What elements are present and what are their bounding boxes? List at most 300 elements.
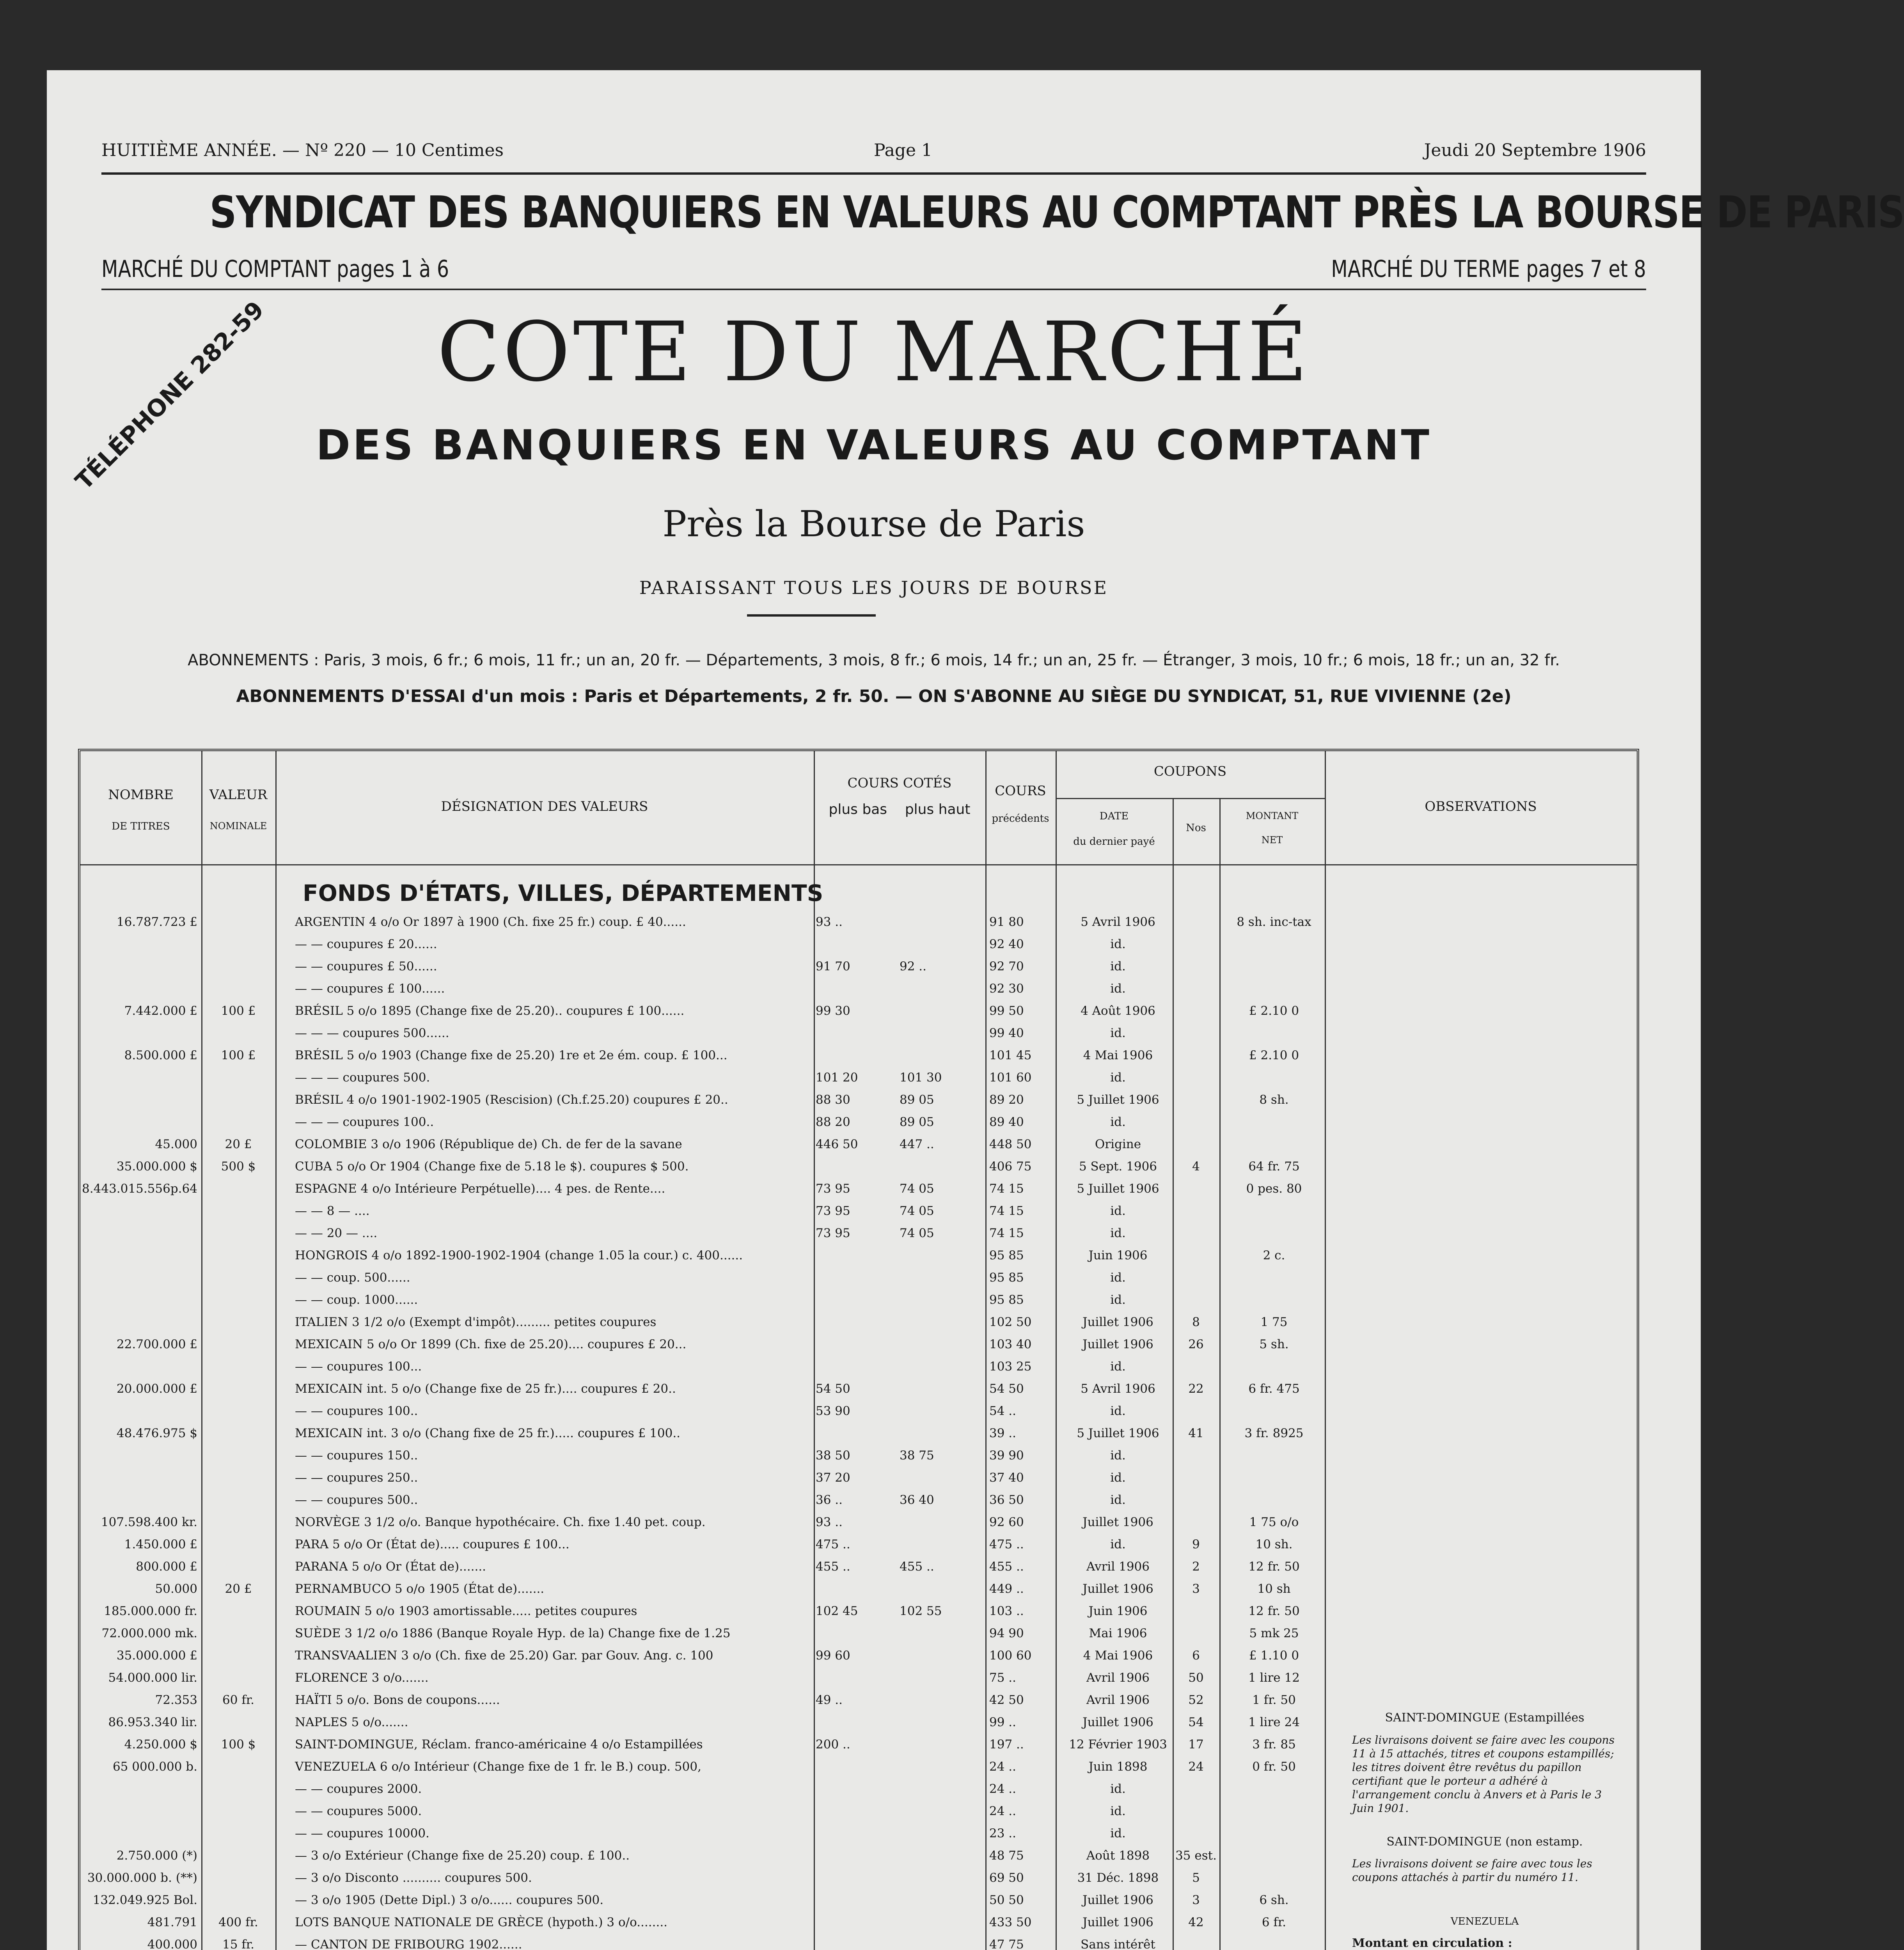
cell-no: 41	[1188, 1426, 1204, 1440]
cell-mont: 10 sh	[1257, 1582, 1291, 1596]
table-row	[80, 1271, 1637, 1286]
cell-titres: 50.000	[155, 1582, 197, 1596]
cell-no: 4	[1192, 1159, 1200, 1174]
cell-mont: 1 75	[1260, 1315, 1288, 1329]
table-row	[80, 1360, 1637, 1375]
cell-prec: 47 75	[989, 1938, 1024, 1950]
cell-date: Juin 1906	[1088, 1248, 1148, 1262]
cell-des: — 3 o/o Extérieur (Change fixe de 25.20) coup. £ 100..	[295, 1849, 630, 1863]
cell-date: Juillet 1906	[1082, 1337, 1153, 1351]
cell-prec: 406 75	[989, 1159, 1032, 1174]
cell-date: 5 Sept. 1906	[1079, 1159, 1157, 1174]
header-coupons: COUPONS	[1153, 764, 1227, 779]
syndicat-title: SYNDICAT DES BANQUIERS EN VALEURS AU COMPTANT PRÈS LA BOURSE DE PARIS	[209, 187, 1904, 238]
cell-mont: 6 sh.	[1259, 1893, 1289, 1907]
header-rule	[80, 864, 1637, 865]
cell-date: 12 Février 1903	[1069, 1737, 1167, 1751]
table-row	[80, 937, 1637, 953]
header-cours-label: COURS	[995, 783, 1046, 799]
cell-bas: 54 50	[816, 1382, 850, 1396]
cell-date: id.	[1110, 1360, 1126, 1374]
cell-titres: 7.442.000 £	[124, 1004, 197, 1018]
marche-comptant: MARCHÉ DU COMPTANT pages 1 à 6	[101, 255, 449, 283]
cell-titres: 481.791	[147, 1915, 197, 1929]
header-nominale: NOMINALE	[209, 820, 267, 831]
cell-des: ROUMAIN 5 o/o 1903 amortissable..... petites coupures	[295, 1604, 637, 1618]
table-row	[80, 1604, 1637, 1620]
table-row	[80, 1471, 1637, 1486]
header-designation: DÉSIGNATION DES VALEURS	[441, 799, 648, 814]
cell-mont: 1 75 o/o	[1249, 1515, 1299, 1529]
header-plus-haut: plus haut	[905, 801, 971, 817]
cell-prec: 74 15	[989, 1204, 1024, 1218]
cell-no: 9	[1192, 1537, 1200, 1551]
cell-val: 60 fr.	[222, 1693, 255, 1707]
table-row	[80, 1026, 1637, 1042]
cell-mont: 8 sh.	[1259, 1093, 1289, 1107]
cell-des: — — coup. 1000......	[295, 1293, 418, 1307]
cell-titres: 72.353	[155, 1693, 197, 1707]
cell-haut: 102 55	[900, 1604, 942, 1618]
table-row	[80, 1204, 1637, 1220]
cell-prec: 48 75	[989, 1849, 1024, 1863]
header-dernier-paye: du dernier payé	[1073, 836, 1155, 848]
cell-date: Juin 1906	[1088, 1604, 1148, 1618]
cell-date: id.	[1110, 1826, 1126, 1840]
issue-date: Jeudi 20 Septembre 1906	[1424, 140, 1646, 160]
cell-des: — — 8 — ....	[295, 1204, 370, 1218]
cell-val: 100 $	[221, 1737, 256, 1751]
top-rule	[101, 172, 1646, 175]
cell-prec: 23 ..	[989, 1826, 1017, 1840]
coupons-rule	[1056, 798, 1325, 799]
cell-prec: 89 20	[989, 1093, 1024, 1107]
cell-des: — — — coupures 100..	[295, 1115, 434, 1129]
cell-prec: 100 60	[989, 1649, 1032, 1663]
cell-titres: 4.250.000 $	[124, 1737, 197, 1751]
cell-titres: 30.000.000 b. (**)	[87, 1871, 197, 1885]
table-row	[80, 1048, 1637, 1064]
cell-titres: 800.000 £	[136, 1560, 197, 1574]
cell-no: 52	[1188, 1693, 1204, 1707]
cell-date: id.	[1110, 1782, 1126, 1796]
cell-des: MEXICAIN 5 o/o Or 1899 (Ch. fixe de 25.20).... coupures £ 20...	[295, 1337, 687, 1351]
header-valeur-label: VALEUR	[209, 787, 268, 803]
table-row	[80, 1248, 1637, 1264]
cell-prec: 92 70	[989, 959, 1024, 973]
cell-date: 31 Déc. 1898	[1077, 1871, 1159, 1885]
cell-titres: 16.787.723 £	[116, 915, 197, 929]
cell-no: 24	[1188, 1760, 1204, 1774]
cell-mont: 0 pes. 80	[1246, 1182, 1302, 1196]
cell-haut: 74 05	[900, 1182, 934, 1196]
cell-bas: 73 95	[816, 1204, 850, 1218]
table-row	[80, 1071, 1637, 1086]
cell-prec: 24 ..	[989, 1760, 1017, 1774]
cell-prec: 24 ..	[989, 1804, 1017, 1818]
marche-terme: MARCHÉ DU TERME pages 7 et 8	[1331, 255, 1646, 283]
table-row	[80, 1226, 1637, 1242]
cell-prec: 94 90	[989, 1626, 1024, 1640]
cell-des: ITALIEN 3 1/2 o/o (Exempt d'impôt)......... petites coupures	[295, 1315, 657, 1329]
cell-des: CUBA 5 o/o Or 1904 (Change fixe de 5.18 le $). coupures $ 500.	[295, 1159, 689, 1174]
cell-titres: 65 000.000 b.	[112, 1760, 197, 1774]
cell-titres: 185.000.000 fr.	[104, 1604, 197, 1618]
header-net: NET	[1261, 835, 1283, 846]
obs-sd-title: SAINT-DOMINGUE (Estampillées	[1385, 1711, 1585, 1725]
cell-des: — — — coupures 500.	[295, 1071, 430, 1085]
cell-bas: 455 ..	[816, 1560, 850, 1574]
header-precedents: précédents	[992, 812, 1049, 824]
cell-date: Avril 1906	[1086, 1560, 1150, 1574]
table-row	[80, 982, 1637, 997]
cell-val: 20 £	[225, 1137, 252, 1151]
cell-titres: 22.700.000 £	[116, 1337, 197, 1351]
table-row	[80, 1493, 1637, 1509]
cell-des: — — coupures 500..	[295, 1493, 418, 1507]
cell-prec: 99 40	[989, 1026, 1024, 1040]
cell-date: id.	[1110, 1293, 1126, 1307]
header-montant	[1219, 810, 1325, 847]
cell-titres: 72.000.000 mk.	[101, 1626, 197, 1640]
header-plus-bas: plus bas	[829, 801, 887, 817]
cell-mont: 6 fr. 475	[1248, 1382, 1300, 1396]
quotation-table	[78, 749, 1639, 1950]
page-subtitle: DES BANQUIERS EN VALEURS AU COMPTANT	[316, 421, 1432, 469]
table-row	[80, 1159, 1637, 1175]
cell-haut: 36 40	[900, 1493, 934, 1507]
cell-prec: 42 50	[989, 1693, 1024, 1707]
table-row	[80, 1448, 1637, 1464]
cell-prec: 54 ..	[989, 1404, 1017, 1418]
cell-haut: 455 ..	[900, 1560, 934, 1574]
cell-des: SUÈDE 3 1/2 o/o 1886 (Banque Royale Hyp. de la) Change fixe de 1.25	[295, 1626, 731, 1640]
cell-prec: 91 80	[989, 915, 1024, 929]
cell-des: BRÉSIL 5 o/o 1895 (Change fixe de 25.20).. coupures £ 100......	[295, 1004, 685, 1018]
cell-prec: 101 45	[989, 1048, 1032, 1062]
issue-info: HUITIÈME ANNÉE. — Nº 220 — 10 Centimes	[101, 140, 504, 160]
header-cours-cotes-label: COURS COTÉS	[847, 775, 952, 791]
cell-des: PARA 5 o/o Or (État de)..... coupures £ 100...	[295, 1537, 570, 1551]
cell-date: Juillet 1906	[1082, 1893, 1153, 1907]
cell-prec: 50 50	[989, 1893, 1024, 1907]
cell-no: 17	[1188, 1737, 1204, 1751]
cell-no: 8	[1192, 1315, 1200, 1329]
cell-prec: 103 25	[989, 1360, 1032, 1374]
cell-titres: 2.750.000 (*)	[116, 1849, 197, 1863]
cell-no: 3	[1192, 1582, 1200, 1596]
cell-date: id.	[1110, 1537, 1126, 1551]
cell-titres: 1.450.000 £	[124, 1537, 197, 1551]
cell-mont: 12 fr. 50	[1248, 1604, 1300, 1618]
table-row	[80, 1315, 1637, 1331]
cell-prec: 197 ..	[989, 1737, 1024, 1751]
cell-date: Août 1898	[1086, 1849, 1150, 1863]
cell-mont: 12 fr. 50	[1248, 1560, 1300, 1574]
cell-bas: 53 90	[816, 1404, 850, 1418]
cell-val: 100 £	[221, 1004, 256, 1018]
header-de-titres: DE TITRES	[112, 820, 170, 832]
cell-date: Juillet 1906	[1082, 1515, 1153, 1529]
cell-des: BRÉSIL 5 o/o 1903 (Change fixe de 25.20) 1re et 2e ém. coup. £ 100...	[295, 1048, 728, 1062]
cell-haut: 447 ..	[900, 1137, 934, 1151]
cell-haut: 74 05	[900, 1226, 934, 1240]
section-heading: FONDS D'ÉTATS, VILLES, DÉPARTEMENTS	[303, 880, 823, 906]
table-row	[80, 1693, 1637, 1709]
cell-titres: 54.000.000 lir.	[108, 1671, 197, 1685]
cell-mont: 8 sh. inc-tax	[1237, 915, 1311, 929]
cell-prec: 39 ..	[989, 1426, 1017, 1440]
cell-haut: 38 75	[900, 1448, 934, 1462]
cell-date: id.	[1110, 1204, 1126, 1218]
cell-mont: 5 mk 25	[1249, 1626, 1299, 1640]
cell-prec: 99 50	[989, 1004, 1024, 1018]
cell-titres: 86.953.340 lir.	[108, 1715, 197, 1729]
cell-date: 4 Mai 1906	[1083, 1649, 1153, 1663]
cell-mont: 1 lire 12	[1248, 1671, 1300, 1685]
cell-date: id.	[1110, 1271, 1126, 1285]
cell-date: 5 Juillet 1906	[1077, 1426, 1159, 1440]
cell-prec: 95 85	[989, 1271, 1024, 1285]
cell-mont: 2 c.	[1263, 1248, 1285, 1262]
cell-date: id.	[1110, 1471, 1126, 1485]
cell-haut: 89 05	[900, 1115, 934, 1129]
cell-des: — — coupures £ 100......	[295, 982, 445, 996]
subscription-rates: ABONNEMENTS : Paris, 3 mois, 6 fr.; 6 mois, 11 fr.; un an, 20 fr. — Départements, 3 mois, 8 fr.; 6 mois, 14 fr.; un an, 25 fr. — Étranger, 3 mois, 10 fr.; 6 mois, 18 fr.; un an, 32 fr.	[188, 651, 1560, 669]
cell-mont: 6 fr.	[1262, 1915, 1286, 1929]
cell-bas: 101 20	[816, 1071, 858, 1085]
bourse-line: Près la Bourse de Paris	[662, 503, 1085, 545]
cell-prec: 74 15	[989, 1182, 1024, 1196]
table-row	[80, 1115, 1637, 1131]
cell-mont: 5 sh.	[1259, 1337, 1289, 1351]
cell-des: — — coupures 250..	[295, 1471, 418, 1485]
cell-date: id.	[1110, 959, 1126, 973]
cell-prec: 448 50	[989, 1137, 1032, 1151]
cell-no: 26	[1188, 1337, 1204, 1351]
cell-des: HAÏTI 5 o/o. Bons de coupons......	[295, 1693, 500, 1707]
cell-no: 50	[1188, 1671, 1204, 1685]
header-nombre-label: NOMBRE	[108, 787, 174, 803]
cell-bas: 200 ..	[816, 1737, 850, 1751]
cell-bas: 36 ..	[816, 1493, 843, 1507]
cell-des: BRÉSIL 4 o/o 1901-1902-1905 (Rescision) (Ch.f.25.20) coupures £ 20..	[295, 1093, 728, 1107]
cell-des: NAPLES 5 o/o.......	[295, 1715, 408, 1729]
cell-prec: 102 50	[989, 1315, 1032, 1329]
cell-titres: 45.000	[155, 1137, 197, 1151]
cell-date: id.	[1110, 1448, 1126, 1462]
cell-haut: 101 30	[900, 1071, 942, 1085]
publication-frequency: PARAISSANT TOUS LES JOURS DE BOURSE	[639, 577, 1109, 598]
cell-date: id.	[1110, 1493, 1126, 1507]
cell-date: Sans intérêt	[1081, 1938, 1155, 1950]
cell-val: 15 fr.	[222, 1938, 255, 1950]
cell-no: 6	[1192, 1649, 1200, 1663]
table-row	[80, 1515, 1637, 1531]
cell-no: 35 est.	[1175, 1849, 1217, 1863]
cell-des: — — coupures 100...	[295, 1360, 422, 1374]
header-valeur	[201, 786, 275, 832]
cell-des: — — coupures 2000.	[295, 1782, 422, 1796]
cell-mont: £ 2.10 0	[1249, 1004, 1299, 1018]
obs-ven-text: Montant en circulation :	[1352, 1936, 1512, 1950]
cell-bas: 37 20	[816, 1471, 850, 1485]
cell-prec: 103 ..	[989, 1604, 1024, 1618]
cell-prec: 92 40	[989, 937, 1024, 951]
cell-date: id.	[1110, 1026, 1126, 1040]
cell-titres: 48.476.975 $	[116, 1426, 197, 1440]
table-row	[80, 1649, 1637, 1664]
cell-prec: 54 50	[989, 1382, 1024, 1396]
cell-date: id.	[1110, 982, 1126, 996]
cell-des: ARGENTIN 4 o/o Or 1897 à 1900 (Ch. fixe 25 fr.) coup. £ 40......	[295, 915, 686, 929]
cell-des: — 3 o/o Disconto .......... coupures 500.	[295, 1871, 532, 1885]
cell-des: FLORENCE 3 o/o.......	[295, 1671, 429, 1685]
cell-date: 4 Août 1906	[1081, 1004, 1155, 1018]
cell-des: — 3 o/o 1905 (Dette Dipl.) 3 o/o...... coupures 500.	[295, 1893, 604, 1907]
table-row	[80, 1537, 1637, 1553]
page-title: COTE DU MARCHÉ	[437, 304, 1311, 400]
cell-des: TRANSVAALIEN 3 o/o (Ch. fixe de 25.20) Gar. par Gouv. Ang. c. 100	[295, 1649, 713, 1663]
cell-des: COLOMBIE 3 o/o 1906 (République de) Ch. de fer de la savane	[295, 1137, 682, 1151]
cell-bas: 99 60	[816, 1649, 850, 1663]
cell-prec: 39 90	[989, 1448, 1024, 1462]
cell-titres: 8.443.015.556p.64	[82, 1182, 197, 1196]
cell-des: — — — coupures 500......	[295, 1026, 449, 1040]
table-row	[80, 915, 1637, 931]
newspaper-page	[47, 70, 1904, 1950]
cell-haut: 74 05	[900, 1204, 934, 1218]
cell-mont: £ 2.10 0	[1249, 1048, 1299, 1062]
cell-date: Juillet 1906	[1082, 1582, 1153, 1596]
obs-ven-title: VENEZUELA	[1450, 1916, 1519, 1927]
page-number: Page 1	[874, 140, 933, 160]
cell-date: Avril 1906	[1086, 1671, 1150, 1685]
cell-bas: 93 ..	[816, 915, 843, 929]
header-no: Nos	[1186, 822, 1206, 834]
cell-des: — — coupures £ 20......	[295, 937, 437, 951]
cell-date: 5 Avril 1906	[1081, 1382, 1155, 1396]
cell-prec: 95 85	[989, 1293, 1024, 1307]
cell-haut: 92 ..	[900, 959, 927, 973]
cell-no: 2	[1192, 1560, 1200, 1574]
cell-bas: 91 70	[816, 959, 850, 973]
cell-bas: 446 50	[816, 1137, 858, 1151]
table-row	[80, 1671, 1637, 1686]
title-divider	[747, 614, 876, 617]
cell-date: Juin 1898	[1088, 1760, 1148, 1774]
cell-titres: 132.049.925 Bol.	[92, 1893, 197, 1907]
cell-bas: 73 95	[816, 1226, 850, 1240]
cell-des: — — coupures £ 50......	[295, 959, 437, 973]
header-date	[1056, 810, 1173, 849]
cell-prec: 75 ..	[989, 1671, 1017, 1685]
cell-prec: 69 50	[989, 1871, 1024, 1885]
header-observations: OBSERVATIONS	[1425, 799, 1537, 814]
table-row	[80, 1182, 1637, 1197]
table-row	[80, 1004, 1637, 1019]
cell-prec: 101 60	[989, 1071, 1032, 1085]
cell-date: id.	[1110, 1071, 1126, 1085]
table-row	[80, 1626, 1637, 1642]
cell-no: 22	[1188, 1382, 1204, 1396]
cell-date: Juillet 1906	[1082, 1915, 1153, 1929]
cell-des: — — coupures 150..	[295, 1448, 418, 1462]
cell-prec: 36 50	[989, 1493, 1024, 1507]
cell-prec: 455 ..	[989, 1560, 1024, 1574]
cell-no: 5	[1192, 1871, 1200, 1885]
cell-date: id.	[1110, 1115, 1126, 1129]
table-row	[80, 959, 1637, 975]
table-row	[80, 1560, 1637, 1575]
cell-des: PERNAMBUCO 5 o/o 1905 (État de).......	[295, 1582, 545, 1596]
cell-mont: 1 lire 24	[1248, 1715, 1300, 1729]
cell-des: SAINT-DOMINGUE, Réclam. franco-américaine 4 o/o Estampillées	[295, 1737, 703, 1751]
cell-date: Juillet 1906	[1082, 1315, 1153, 1329]
cell-date: 4 Mai 1906	[1083, 1048, 1153, 1062]
table-row	[80, 1293, 1637, 1308]
cell-des: — — coupures 5000.	[295, 1804, 422, 1818]
header-cours	[985, 782, 1056, 826]
trial-subscription: ABONNEMENTS D'ESSAI d'un mois : Paris et Départements, 2 fr. 50. — ON S'ABONNE AU SIÈGE DU SYNDICAT, 51, RUE VIVIENNE (2e)	[236, 686, 1512, 706]
cell-mont: 10 sh.	[1255, 1537, 1293, 1551]
obs-sd-text: Les livraisons doivent se faire avec les coupons 11 à 15 attachés, titres et coupons estampillés; les titres doivent être revêtus du papillon certifiant que le porteur a adhéré à l'arrangement conclu à Anvers et à Paris le 3 Juin 1901.	[1352, 1733, 1615, 1815]
header-montant-label: MONTANT	[1246, 810, 1299, 821]
cell-prec: 92 30	[989, 982, 1024, 996]
cell-bas: 73 95	[816, 1182, 850, 1196]
cell-no: 3	[1192, 1893, 1200, 1907]
cell-bas: 88 20	[816, 1115, 850, 1129]
header-date-label: DATE	[1099, 810, 1129, 822]
cell-date: Avril 1906	[1086, 1693, 1150, 1707]
cell-des: LOTS BANQUE NATIONALE DE GRÈCE (hypoth.) 3 o/o........	[295, 1915, 668, 1929]
cell-date: id.	[1110, 1804, 1126, 1818]
cell-prec: 95 85	[989, 1248, 1024, 1262]
cell-prec: 37 40	[989, 1471, 1024, 1485]
cell-mont: 64 fr. 75	[1248, 1159, 1300, 1174]
cell-prec: 103 40	[989, 1337, 1032, 1351]
cell-bas: 49 ..	[816, 1693, 843, 1707]
observations-saint-domingue	[1352, 1711, 1617, 1950]
cell-val: 500 $	[221, 1159, 256, 1174]
cell-prec: 449 ..	[989, 1582, 1024, 1596]
cell-des: ESPAGNE 4 o/o Intérieure Perpétuelle).... 4 pes. de Rente....	[295, 1182, 665, 1196]
masthead-line	[101, 140, 1646, 164]
table-row	[80, 1582, 1637, 1597]
cell-mont: 3 fr. 85	[1252, 1737, 1296, 1751]
cell-val: 20 £	[225, 1582, 252, 1596]
cell-prec: 99 ..	[989, 1715, 1017, 1729]
cell-des: — — 20 — ....	[295, 1226, 378, 1240]
cell-mont: 3 fr. 8925	[1244, 1426, 1304, 1440]
second-rule	[101, 289, 1646, 290]
table-row	[80, 1426, 1637, 1442]
cell-bas: 88 30	[816, 1093, 850, 1107]
cell-titres: 35.000.000 $	[116, 1159, 197, 1174]
cell-prec: 74 15	[989, 1226, 1024, 1240]
cell-des: MEXICAIN int. 5 o/o (Change fixe de 25 fr.).... coupures £ 20..	[295, 1382, 676, 1396]
cell-date: 5 Juillet 1906	[1077, 1093, 1159, 1107]
cell-des: VENEZUELA 6 o/o Intérieur (Change fixe de 1 fr. le B.) coup. 500,	[295, 1760, 701, 1774]
cell-no: 42	[1188, 1915, 1204, 1929]
cell-titres: 8.500.000 £	[124, 1048, 197, 1062]
cell-prec: 433 50	[989, 1915, 1032, 1929]
cell-date: Mai 1906	[1089, 1626, 1147, 1640]
cell-date: Origine	[1095, 1137, 1141, 1151]
cell-date: id.	[1110, 1226, 1126, 1240]
cell-date: 5 Avril 1906	[1081, 915, 1155, 929]
table-row	[80, 1137, 1637, 1153]
